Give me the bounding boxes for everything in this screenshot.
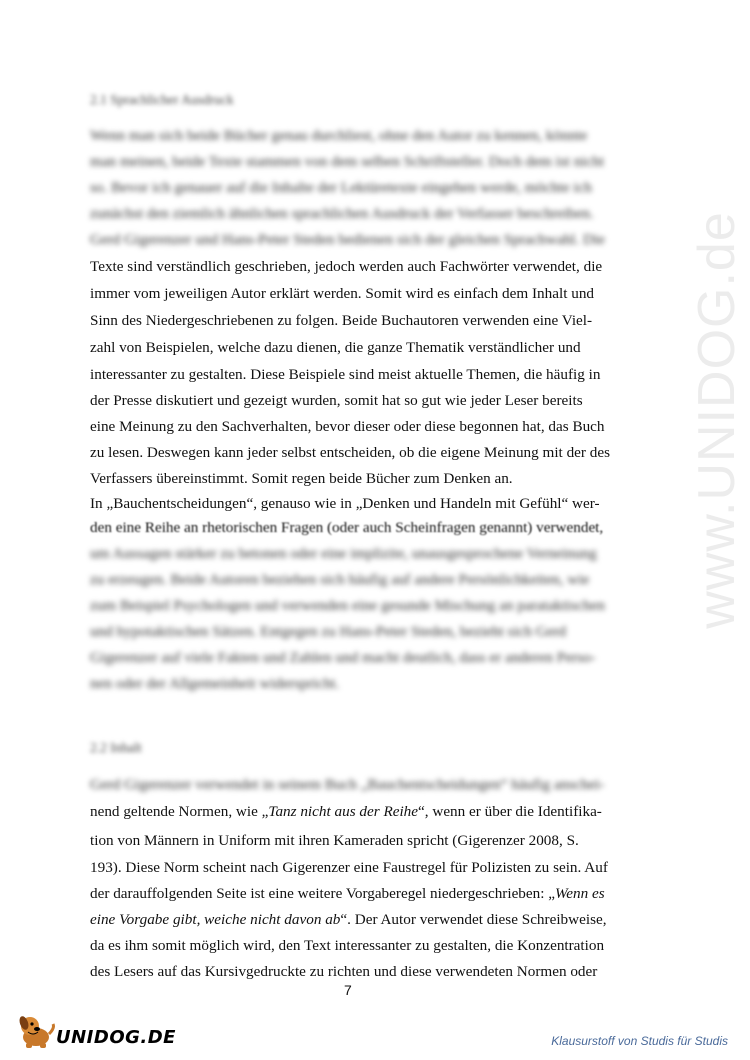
dog-mascot-icon bbox=[14, 1010, 56, 1052]
body-line: Verfassers übereinstimmt. Somit regen beide Bücher zum Denken an. bbox=[90, 470, 513, 487]
body-line: zu lesen. Deswegen kann jeder selbst entscheiden, ob die eigene Meinung mit der des bbox=[90, 444, 611, 461]
blurred-line: Gigerenzer auf viele Fakten und Zahlen und macht deutlich, dass er anderen Perso- bbox=[90, 649, 596, 666]
body-line: eine Meinung zu den Sachverhalten, bevor dieser oder diese begonnen hat, das Buch bbox=[90, 418, 605, 435]
watermark: www.UNIDOG.de bbox=[688, 211, 746, 629]
body-line: zahl von Beispielen, welche dazu dienen, die ganze Thematik verständlicher und bbox=[90, 339, 581, 356]
blurred-line: Gerd Gigerenzer verwendet in seinem Buch „Bauchentscheidungen“ häufig anschei- bbox=[90, 776, 605, 793]
body-line: tion von Männern in Uniform mit ihren Kameraden spricht (Gigerenzer 2008, S. bbox=[90, 832, 579, 849]
body-line: 193). Diese Norm scheint nach Gigerenzer eine Faustregel für Polizisten zu sein. Auf bbox=[90, 859, 608, 876]
body-line: Texte sind verständlich geschrieben, jedoch werden auch Fachwörter verwendet, die bbox=[90, 258, 603, 275]
blurred-line: nen oder der Allgemeinheit widerspricht. bbox=[90, 675, 340, 692]
body-line: des Lesers auf das Kursivgedruckte zu richten und diese verwendeten Normen oder bbox=[90, 963, 598, 980]
blurred-line: zu erzeugen. Beide Autoren beziehen sich häufig auf andere Persönlichkeiten, wie bbox=[90, 571, 590, 588]
body-line: den eine Reihe an rhetorischen Fragen (oder auch Scheinfragen genannt) verwendet, bbox=[90, 519, 604, 536]
body-line: immer vom jeweiligen Autor erklärt werden. Somit wird es einfach dem Inhalt und bbox=[90, 285, 595, 302]
body-line: da es ihm somit möglich wird, den Text interessanter zu gestalten, die Konzentration bbox=[90, 937, 605, 954]
blurred-line: Wenn man sich beide Bücher genau durchliest, ohne den Autor zu kennen, könnte bbox=[90, 127, 588, 144]
section-heading: 2.1 Sprachlicher Ausdruck bbox=[90, 92, 234, 107]
italic-norm: Wenn es bbox=[555, 885, 605, 902]
blurred-line: Gerd Gigerenzer und Hans-Peter Steden bedienen sich der gleichen Sprachwahl. Die bbox=[90, 231, 605, 248]
blurred-line: zunächst den ziemlich ähnlichen sprachlichen Ausdruck der Verfasser beschreiben. bbox=[90, 205, 594, 222]
body-line: interessanter zu gestalten. Diese Beispiele sind meist aktuelle Themen, die häufig in bbox=[90, 366, 601, 383]
footer-tagline: Klausurstoff von Studis für Studis bbox=[551, 1034, 728, 1048]
blurred-line: so. Bevor ich genauer auf die Inhalte der Lektüretexte eingehen werde, möchte ich bbox=[90, 179, 592, 196]
blurred-line: um Aussagen stärker zu betonen oder eine implizite, unausgesprochene Verneinung bbox=[90, 545, 597, 562]
blurred-line: zum Beispiel Psychologen und verwenden eine gesunde Mischung an parataktischen bbox=[90, 597, 605, 614]
italic-norm: Tanz nicht aus der Reihe bbox=[268, 803, 419, 820]
blurred-line: man meinen, beide Texte stammen von dem selben Schriftsteller. Doch dem ist nicht bbox=[90, 153, 605, 170]
italic-norm: eine Vorgabe gibt, weiche nicht davon ab bbox=[90, 911, 341, 928]
text-run: “. Der Autor verwendet diese Schreibweise, bbox=[340, 911, 607, 928]
body-line bbox=[90, 799, 602, 825]
logo-text: UNIDOG.DE bbox=[56, 1027, 176, 1048]
body-line: Sinn des Niedergeschriebenen zu folgen. Beide Buchautoren verwenden eine Viel- bbox=[90, 312, 593, 329]
page-number: 7 bbox=[344, 982, 352, 998]
body-line: der Presse diskutiert und gezeigt wurden, somit hat so gut wie jeder Leser bereits bbox=[90, 392, 583, 409]
text-run: nend geltende Normen, wie „ bbox=[90, 803, 269, 820]
body-line: In „Bauchentscheidungen“, genauso wie in „Denken und Handeln mit Gefühl“ wer- bbox=[90, 495, 600, 512]
blurred-line: und hypotaktischen Sätzen. Entgegen zu Hans-Peter Steden, bezieht sich Gerd bbox=[90, 623, 567, 640]
unidog-logo[interactable] bbox=[14, 1010, 174, 1054]
text-run: “, wenn er über die Identifika- bbox=[418, 803, 602, 820]
section-heading: 2.2 Inhalt bbox=[90, 740, 142, 755]
text-run: der darauffolgenden Seite ist eine weitere Vorgaberegel niedergeschrieben: „ bbox=[90, 885, 555, 902]
body-line bbox=[90, 881, 605, 907]
body-line bbox=[90, 907, 607, 933]
